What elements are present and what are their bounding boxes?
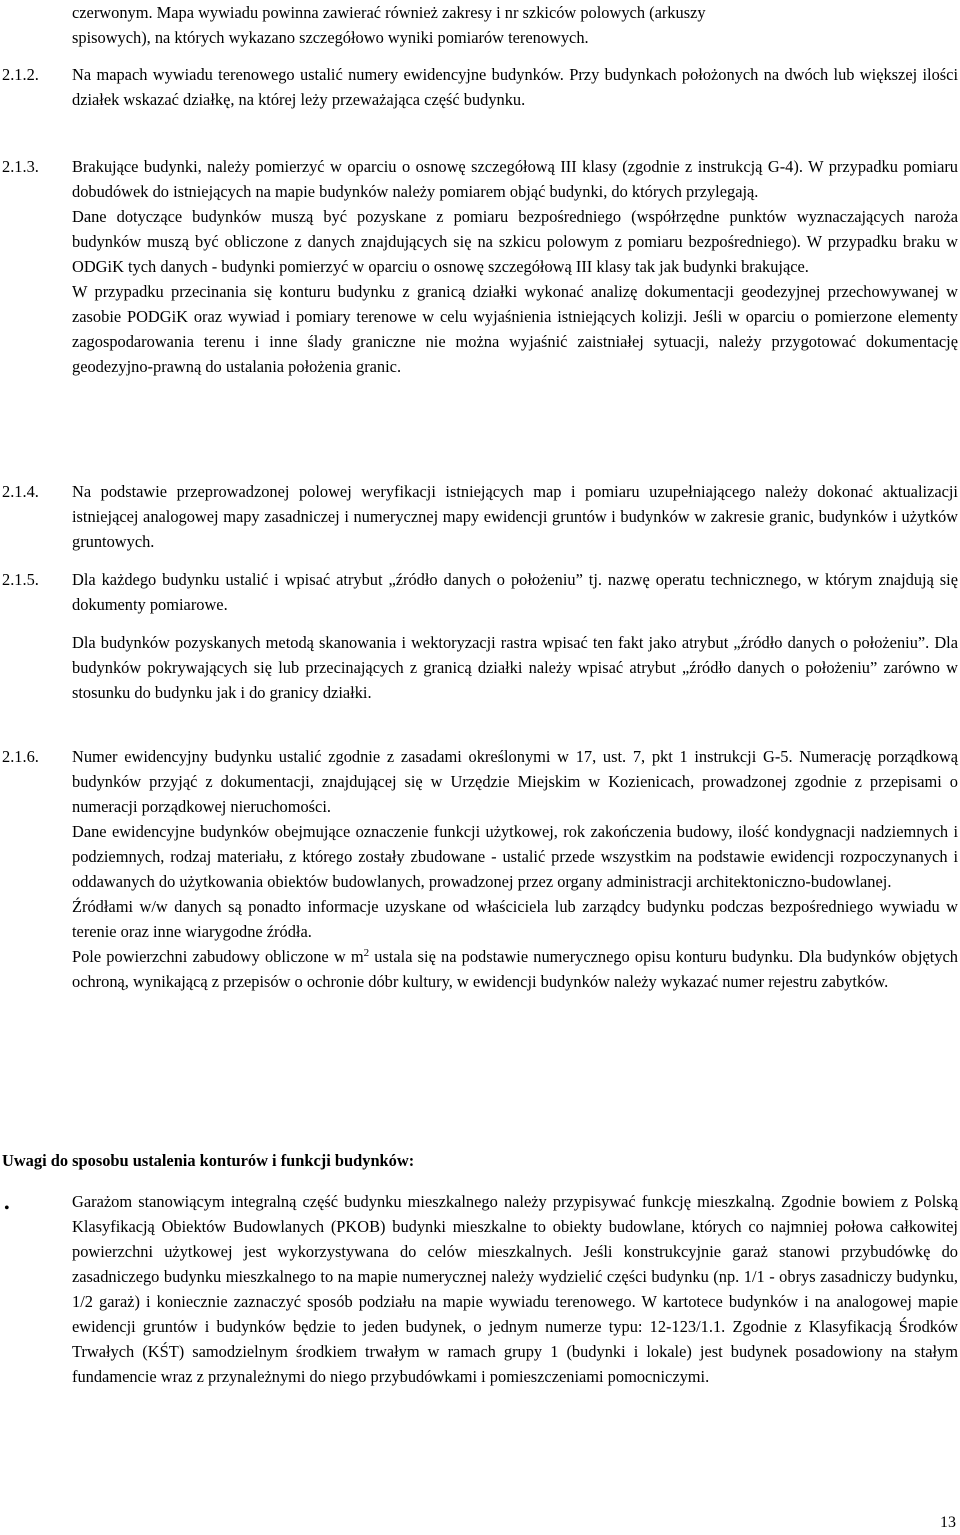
paragraph: Dla każdego budynku ustalić i wpisać atrybut „źródło danych o położeniu” tj. nazwę operatu technicznego, w którym znajdują się dokumenty pomiarowe. [72, 570, 958, 614]
paragraph: Dane ewidencyjne budynków obejmujące oznaczenie funkcji użytkowej, rok zakończenia budowy, ilość kondygnacji nadziemnych i podziemnych, rodzaj materiału, z którego zostały zbudowane - ustalić przede wszystkim na podstawie ewidencji rozpoczynanych i oddawanych do użytkowania obiektów budowlanych, prowadzonej przez organy administracji architektoniczno-budowlanej. [72, 822, 958, 891]
paragraph: Brakujące budynki, należy pomierzyć w oparciu o osnowę szczegółową III klasy (zgodnie z instrukcją G-4). W przypadku pomiaru dobudówek do istniejących na mapie budynków należy pomiarem objąć budynki, do których przylegają. [72, 157, 958, 201]
section-text: Na podstawie przeprowadzonej polowej weryfikacji istniejących map i pomiaru uzupełniającego należy dokonać aktualizacji istniejącej analogowej mapy zasadniczej i numerycznej mapy ewidencji gruntów i budynków w zakresie granic, budynków i użytków gruntowych. [72, 482, 958, 551]
paragraph: Dane dotyczące budynków muszą być pozyskane z pomiaru bezpośredniego (współrzędne punktów wyznaczających naroża budynków muszą być obliczone z danych znajdujących się na szkicu polowym z pomiaru bezpośredniego). W przypadku braku w ODGiK tych danych - budynki pomierzyć w oparciu o osnowę szczegółową III klasy tak jak budynki brakujące. [72, 207, 958, 276]
remarks-heading: Uwagi do sposobu ustalenia konturów i funkcji budynków: [2, 1151, 415, 1170]
paragraph [72, 944, 958, 994]
intro-line-2: spisowych), na których wykazano szczegółowo wyniki pomiarów terenowych. [72, 28, 589, 47]
section-number: 2.1.5. [2, 570, 39, 589]
page-number: 13 [940, 1514, 956, 1531]
paragraph: Numer ewidencyjny budynku ustalić zgodnie z zasadami określonymi w 17, ust. 7, pkt 1 instrukcji G-5. Numerację porządkową budynków przyjąć z dokumentacji, znajdującej się w Urzędzie Miejskim w Kozienicach, prowadzonej zgodnie z przepisami o numeracji porządkowej nieruchomości. [72, 747, 958, 816]
paragraph: Źródłami w/w danych są ponadto informacje uzyskane od właściciela lub zarządcy budynku podczas bezpośredniego wywiadu w terenie oraz inne wiarygodne źródła. [72, 897, 958, 941]
bullet-icon: • [4, 1200, 10, 1217]
paragraph: Dla budynków pozyskanych metodą skanowania i wektoryzacji rastra wpisać ten fakt jako atrybut „źródło danych o położeniu”. Dla budynków pokrywających się lub przecinających z granicą działki należy wpisać atrybut „źródło danych o położeniu” zarówno w stosunku do budynku jak i do granicy działki. [72, 633, 958, 702]
superscript-2: 2 [363, 947, 370, 959]
area-text-start: Pole powierzchni zabudowy obliczone w m [72, 947, 364, 966]
bullet-text: Garażom stanowiącym integralną część budynku mieszkalnego należy przypisywać funkcję mieszkalną. Zgodnie bowiem z Polską Klasyfikacją Obiektów Budowlanych (PKOB) budynki mieszkalne to obiekty budowlane, których co najmniej połowa całkowitej powierzchni użytkowej jest wykorzystywana do celów mieszkalnych. Jeśli konstrukcyjnie garaż stanowi przybudówkę do zasadniczego budynku mieszkalnego to na mapie numerycznej należy wydzielić części budynku (np. 1/1 - obrys zasadniczy budynku, 1/2 garaż) i koniecznie zaznaczyć sposób podziału na mapie wywiadu terenowego. W kartotece budynków i na analogowej mapie ewidencji gruntów i budynków będzie to jeden budynek, o jednym numerze typu: 12-123/1.1. Zgodnie z Klasyfikacją Środków Trwałych (KŚT) samodzielnym środkiem trwałym w ramach grupy 1 (budynki i lokale) jest budynek posadowiony na stałym fundamencie wraz z przynależnymi do niego przybudówkami i pomieszczeniami pomocniczymi. [72, 1192, 958, 1386]
paragraph: W przypadku przecinania się konturu budynku z granicą działki wykonać analizę dokumentacji geodezyjnej przechowywanej w zasobie PODGiK oraz wywiad i pomiary terenowe w celu wyjaśnienia istniejących kolizji. Jeśli w oparciu o pomierzone elementy zagospodarowania terenu i inne ślady graniczne nie można wyjaśnić zaistniałej sytuacji, należy przygotować dokumentację geodezyjno-prawną do ustalania położenia granic. [72, 282, 958, 376]
section-text: Na mapach wywiadu terenowego ustalić numery ewidencyjne budynków. Przy budynkach położonych na dwóch lub większej ilości działek wskazać działkę, na której leży przeważająca część budynku. [72, 65, 958, 109]
section-number: 2.1.2. [2, 65, 39, 84]
intro-line-1: czerwonym. Mapa wywiadu powinna zawierać również zakresy i nr szkiców polowych (arkuszy [72, 3, 706, 22]
section-number: 2.1.6. [2, 747, 39, 766]
section-number: 2.1.3. [2, 157, 39, 176]
area-text-end: ustala się na podstawie numerycznego opisu konturu budynku. Dla budynków objętych ochroną, wynikającą z przepisów o ochronie dóbr kultury, w ewidencji budynków należy wykazać numer rejestru zabytków. [72, 947, 958, 991]
section-number: 2.1.4. [2, 482, 39, 501]
